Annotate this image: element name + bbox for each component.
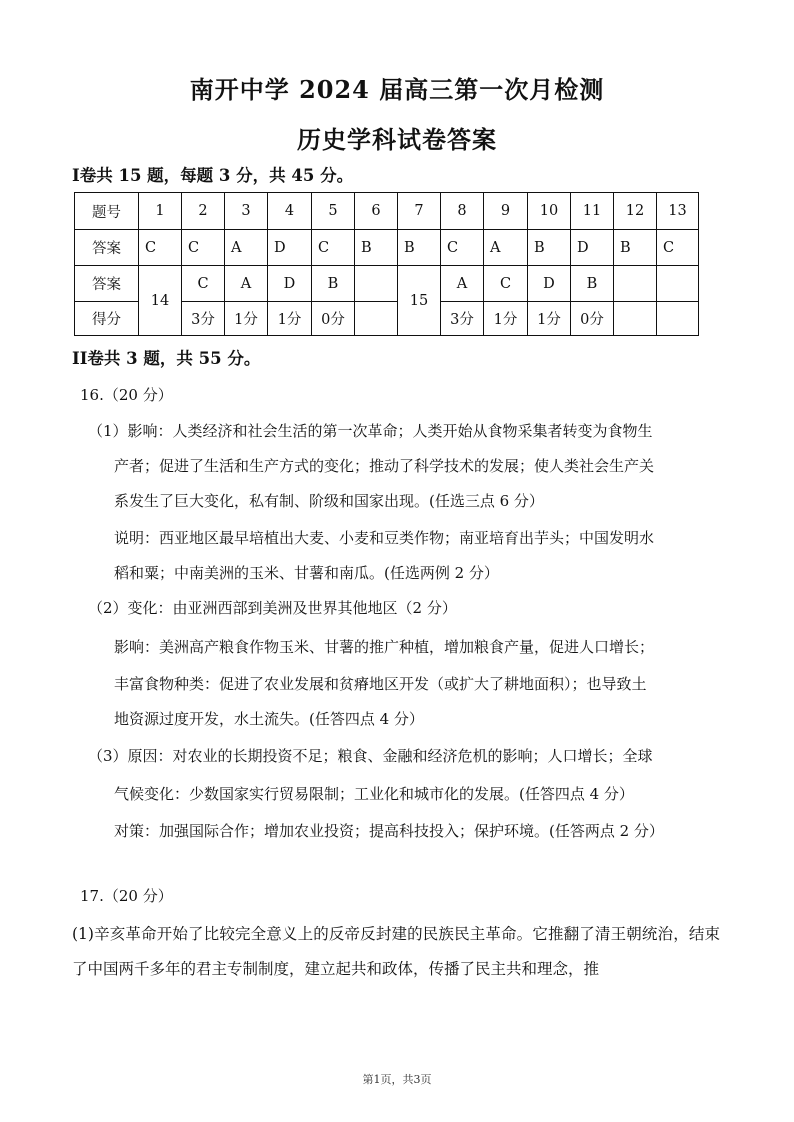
- page-subtitle: 历史学科试卷答案: [297, 125, 497, 154]
- table-cell: B: [398, 230, 441, 266]
- table-cell: 5: [312, 193, 355, 230]
- table-cell: 3: [225, 193, 268, 230]
- table-cell: 3分: [441, 302, 484, 336]
- q16-title: 16.（20 分）: [80, 386, 173, 404]
- q16-line: 产者；促进了生活和生产方式的变化；推动了科学技术的发展；使人类社会生产关: [114, 457, 655, 475]
- q16-line: 系发生了巨大变化，私有制、阶级和国家出现。(任选三点 6 分）: [114, 492, 544, 510]
- table-cell-q14-number: 14: [139, 266, 182, 336]
- q17-title: 17.（20 分）: [80, 887, 173, 905]
- table-cell: A: [225, 266, 268, 302]
- table-cell: C: [484, 266, 528, 302]
- table-cell: C: [441, 230, 484, 266]
- table-cell: D: [528, 266, 571, 302]
- table-cell: B: [614, 230, 657, 266]
- table-cell: 9: [484, 193, 528, 230]
- table-cell: 1分: [225, 302, 268, 336]
- table-cell: 11: [571, 193, 614, 230]
- table-cell: B: [312, 266, 355, 302]
- table-cell: 4: [268, 193, 312, 230]
- table-cell: D: [571, 230, 614, 266]
- page-title: 南开中学 2024 届高三第一次月检测: [189, 75, 605, 104]
- table-cell: 2: [182, 193, 225, 230]
- table-cell: 3分: [182, 302, 225, 336]
- table-cell-empty: [355, 266, 398, 302]
- table-cell: 答案: [75, 230, 139, 266]
- table-cell: 7: [398, 193, 441, 230]
- q16-line: 说明：西亚地区最早培植出大麦、小麦和豆类作物；南亚培育出芋头；中国发明水: [114, 529, 655, 547]
- q17-paragraph: (1)辛亥革命开始了比较完全意义上的反帝反封建的民族民主革命。它推翻了清王朝统治，结束了中国两千多年的君主专制制度，建立起共和政体，传播了民主共和理念，推: [72, 925, 720, 978]
- table-cell: 答案: [75, 266, 139, 302]
- q16-line: （1）影响：人类经济和社会生活的第一次革命；人类开始从食物采集者转变为食物生: [88, 422, 653, 440]
- table-cell: A: [484, 230, 528, 266]
- table-cell: 0分: [571, 302, 614, 336]
- table-cell: D: [268, 230, 312, 266]
- table-cell-empty: [355, 302, 398, 336]
- q16-line: 地资源过度开发，水土流失。(任答四点 4 分）: [114, 710, 424, 728]
- table-cell: 12: [614, 193, 657, 230]
- q16-line: 稻和粟；中南美洲的玉米、甘薯和南瓜。(任选两例 2 分）: [114, 564, 499, 582]
- table-cell: 1: [139, 193, 182, 230]
- section1-heading: I卷共 15 题，每题 3 分，共 45 分。: [72, 166, 354, 185]
- table-cell-empty: [657, 302, 699, 336]
- table-cell: D: [268, 266, 312, 302]
- table-cell: 6: [355, 193, 398, 230]
- q16-line: 丰富食物种类：促进了农业发展和贫瘠地区开发（或扩大了耕地面积）；也导致土: [114, 675, 647, 693]
- q16-line: 影响：美洲高产粮食作物玉米、甘薯的推广种植，增加粮食产量，促进人口增长；: [114, 638, 655, 656]
- table-cell-empty: [614, 266, 657, 302]
- table-cell: C: [312, 230, 355, 266]
- table-cell: 1分: [484, 302, 528, 336]
- table-cell: 10: [528, 193, 571, 230]
- section2-heading: II卷共 3 题，共 55 分。: [72, 349, 261, 368]
- table-cell: B: [571, 266, 614, 302]
- q16-line: （2）变化：由亚洲西部到美洲及世界其他地区（2 分）: [88, 599, 457, 617]
- table-cell: 1分: [528, 302, 571, 336]
- table-cell: A: [225, 230, 268, 266]
- table-cell: C: [182, 266, 225, 302]
- q16-line: （3）原因：对农业的长期投资不足；粮食、金融和经济危机的影响；人口增长；全球: [88, 747, 653, 765]
- table-cell-q15-number: 15: [398, 266, 441, 336]
- table-cell: 13: [657, 193, 699, 230]
- q16-line: 对策：加强国际合作；增加农业投资；提高科技投入；保护环境。(任答两点 2 分）: [114, 822, 664, 840]
- table-cell: 8: [441, 193, 484, 230]
- table-cell: C: [657, 230, 699, 266]
- table-cell: C: [139, 230, 182, 266]
- table-cell-empty: [614, 302, 657, 336]
- table-row-multi-answers: [75, 266, 699, 302]
- table-row-numbers: [75, 193, 699, 230]
- q16-line: 气候变化：少数国家实行贸易限制；工业化和城市化的发展。(任答四点 4 分）: [114, 785, 634, 803]
- table-cell: 1分: [268, 302, 312, 336]
- table-cell-empty: [657, 266, 699, 302]
- table-cell: 题号: [75, 193, 139, 230]
- table-cell: 得分: [75, 302, 139, 336]
- page-number: 第1页，共3页: [362, 1073, 432, 1086]
- table-cell: C: [182, 230, 225, 266]
- table-cell: B: [355, 230, 398, 266]
- table-cell: A: [441, 266, 484, 302]
- table-cell: 0分: [312, 302, 355, 336]
- answer-table: [74, 192, 699, 336]
- table-cell: B: [528, 230, 571, 266]
- table-row-answers: [75, 230, 699, 266]
